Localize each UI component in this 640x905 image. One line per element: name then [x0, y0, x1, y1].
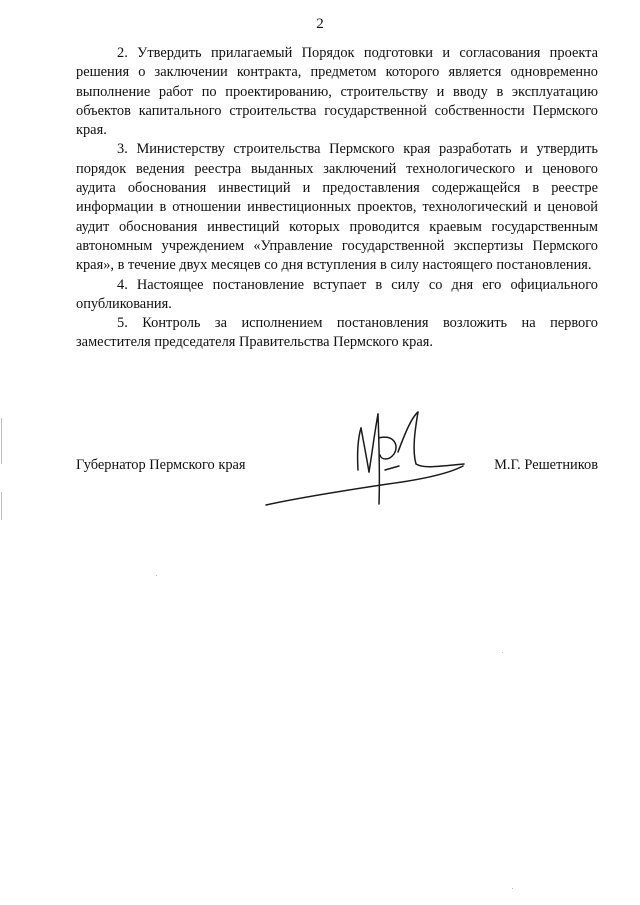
signatory-title: Губернатор Пермского края — [76, 457, 246, 473]
scan-mark — [502, 652, 503, 653]
scan-mark — [512, 888, 513, 889]
paragraph-2: 2. Утвердить прилагаемый Порядок подготовки и согласования проекта решения о заключении контракта, предметом которого является одновременно выполнение работ по проектированию, строительству и вводу в эксплуатацию объектов капитального строительства государственной собственности Пермского края. — [76, 45, 598, 139]
scan-mark — [156, 575, 157, 576]
page-number: 2 — [316, 16, 324, 32]
document-body — [76, 44, 598, 353]
paragraph-5: 5. Контроль за исполнением постановления возложить на первого заместителя председателя Правительства Пермского края. — [76, 315, 598, 351]
scan-mark — [1, 418, 2, 464]
handwritten-signature — [258, 408, 468, 508]
paragraph-4: 4. Настоящее постановление вступает в силу со дня его официального опубликования. — [76, 276, 598, 312]
paragraph-3: 3. Министерству строительства Пермского края разработать и утвердить порядок ведения реестра выданных заключений технологического и ценового аудита обоснования инвестиций и предоставления содержащейся в реестре информации в отношении инвестиционных проектов, технологический и ценовой аудит обоснования инвестиций которых проводится краевым государственным автономным учреждением «Управление государственной экспертизы Пермского края», в течение двух месяцев со дня вступления в силу настоящего постановления. — [76, 141, 598, 274]
signatory-name: М.Г. Решетников — [494, 457, 598, 473]
scan-mark — [1, 492, 2, 520]
